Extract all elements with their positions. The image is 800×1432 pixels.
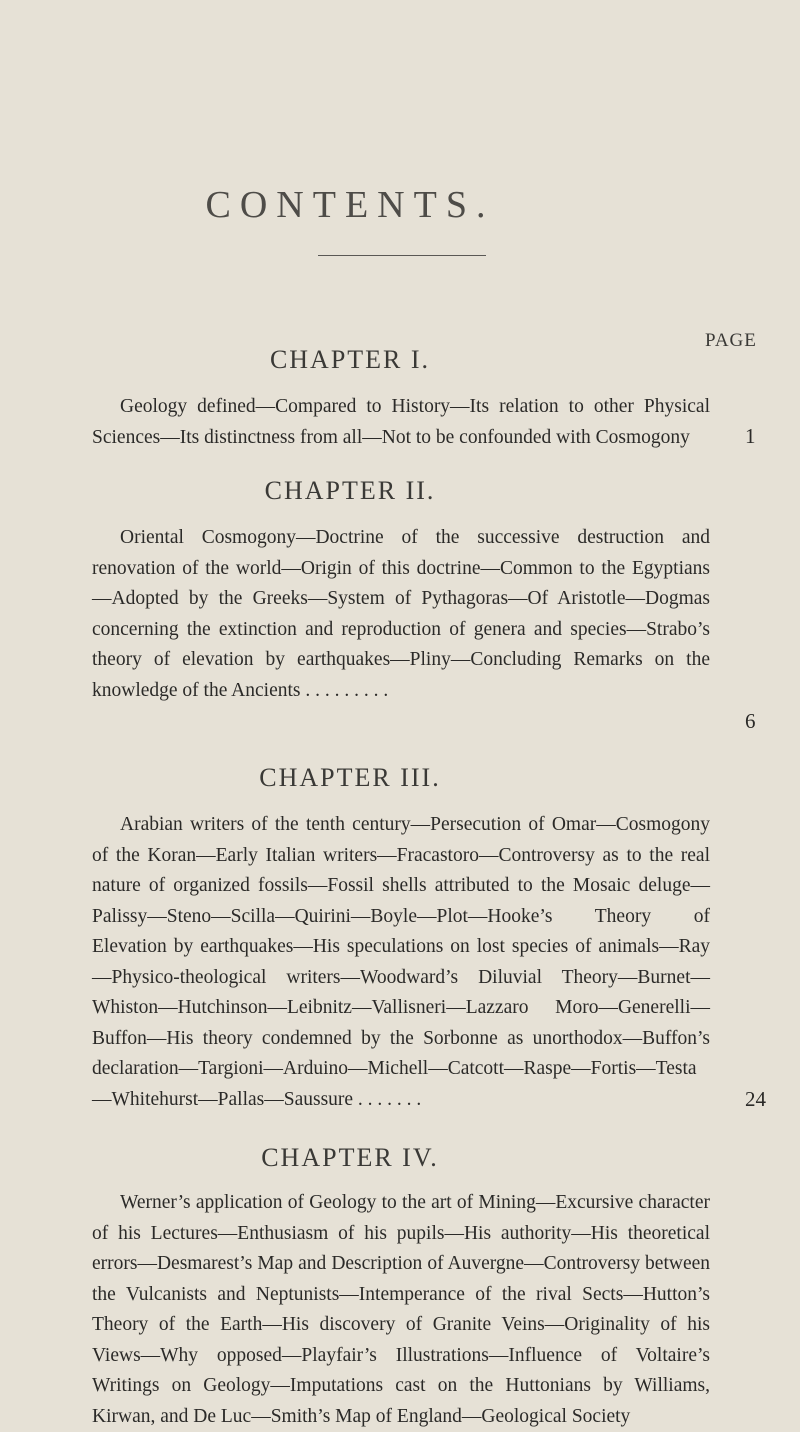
title-rule [318,255,486,256]
chapter-4-heading: CHAPTER IV. [261,1143,439,1172]
chapter-3-page-number: 24 [745,1087,766,1111]
page-column-heading: PAGE [705,330,757,351]
chapter-2-text: Oriental Cosmogony—Doctrine of the successive destruction and renovation of the world—Origin of this doctrine—Common to the Egyptians—Adopted by the Greeks—System of Pythagoras—Of Aristotle—Dogmas concerning the extinction and reproduction of genera and species—Strabo’s theory of elevation by earthquakes—Pliny—Concluding Remarks on the knowledge of the Ancients . . . . . . . . . [92,527,710,701]
chapter-3-text: Arabian writers of the tenth century—Persecution of Omar—Cosmogony of the Koran—Early Italian writers—Fracastoro—Controversy as to the real nature of organized fossils—Fossil shells attributed to the Mosaic deluge—Palissy—Steno—Scilla—Quirini—Boyle—Plot—Hooke’s Theory of Elevation by earthquakes—His speculations on lost species of animals—Ray—Physico-theological writers—Woodward’s Diluvial Theory—Burnet—Whiston—Hutchinson—Leibnitz—Vallisneri—Lazzaro Moro—Generelli—Buffon—His theory condemned by the Sorbonne as unorthodox—Buffon’s declaration—Targioni—Arduino—Michell—Catcott—Raspe—Fortis—Testa—Whitehurst—Pallas—Saussure . . . . . . . [92,814,710,1110]
chapter-4-text: Werner’s application of Geology to the art of Mining—Excursive character of his Lectures—Enthusiasm of his pupils—His authority—His theoretical errors—Desmarest’s Map and Description of Auvergne—Controversy between the Vulcanists and Neptunists—Intemperance of the rival Sects—Hutton’s Theory of the Earth—His discovery of Granite Veins—Originality of his Views—Why opposed—Playfair’s Illustrations—Influence of Voltaire’s Writings on Geology—Imputations cast on the Huttonians by Williams, Kirwan, and De Luc—Smith’s Map of England—Geological Society [92,1192,710,1427]
page-title: CONTENTS. [205,184,495,226]
chapter-1-heading: CHAPTER I. [269,345,431,374]
chapter-2-summary [92,523,710,706]
chapter-3-heading: CHAPTER III. [259,763,441,792]
chapter-1-summary [92,392,710,453]
chapter-1-text: Geology defined—Compared to History—Its relation to other Physical Sciences—Its distinctness from all—Not to be confounded with Cosmogony [92,396,710,448]
chapter-4-summary [92,1188,710,1432]
chapter-1-page-number: 1 [745,424,756,448]
chapter-2-heading: CHAPTER II. [264,476,436,505]
chapter-2-page-number: 6 [745,709,756,733]
chapter-3-summary [92,810,710,1115]
